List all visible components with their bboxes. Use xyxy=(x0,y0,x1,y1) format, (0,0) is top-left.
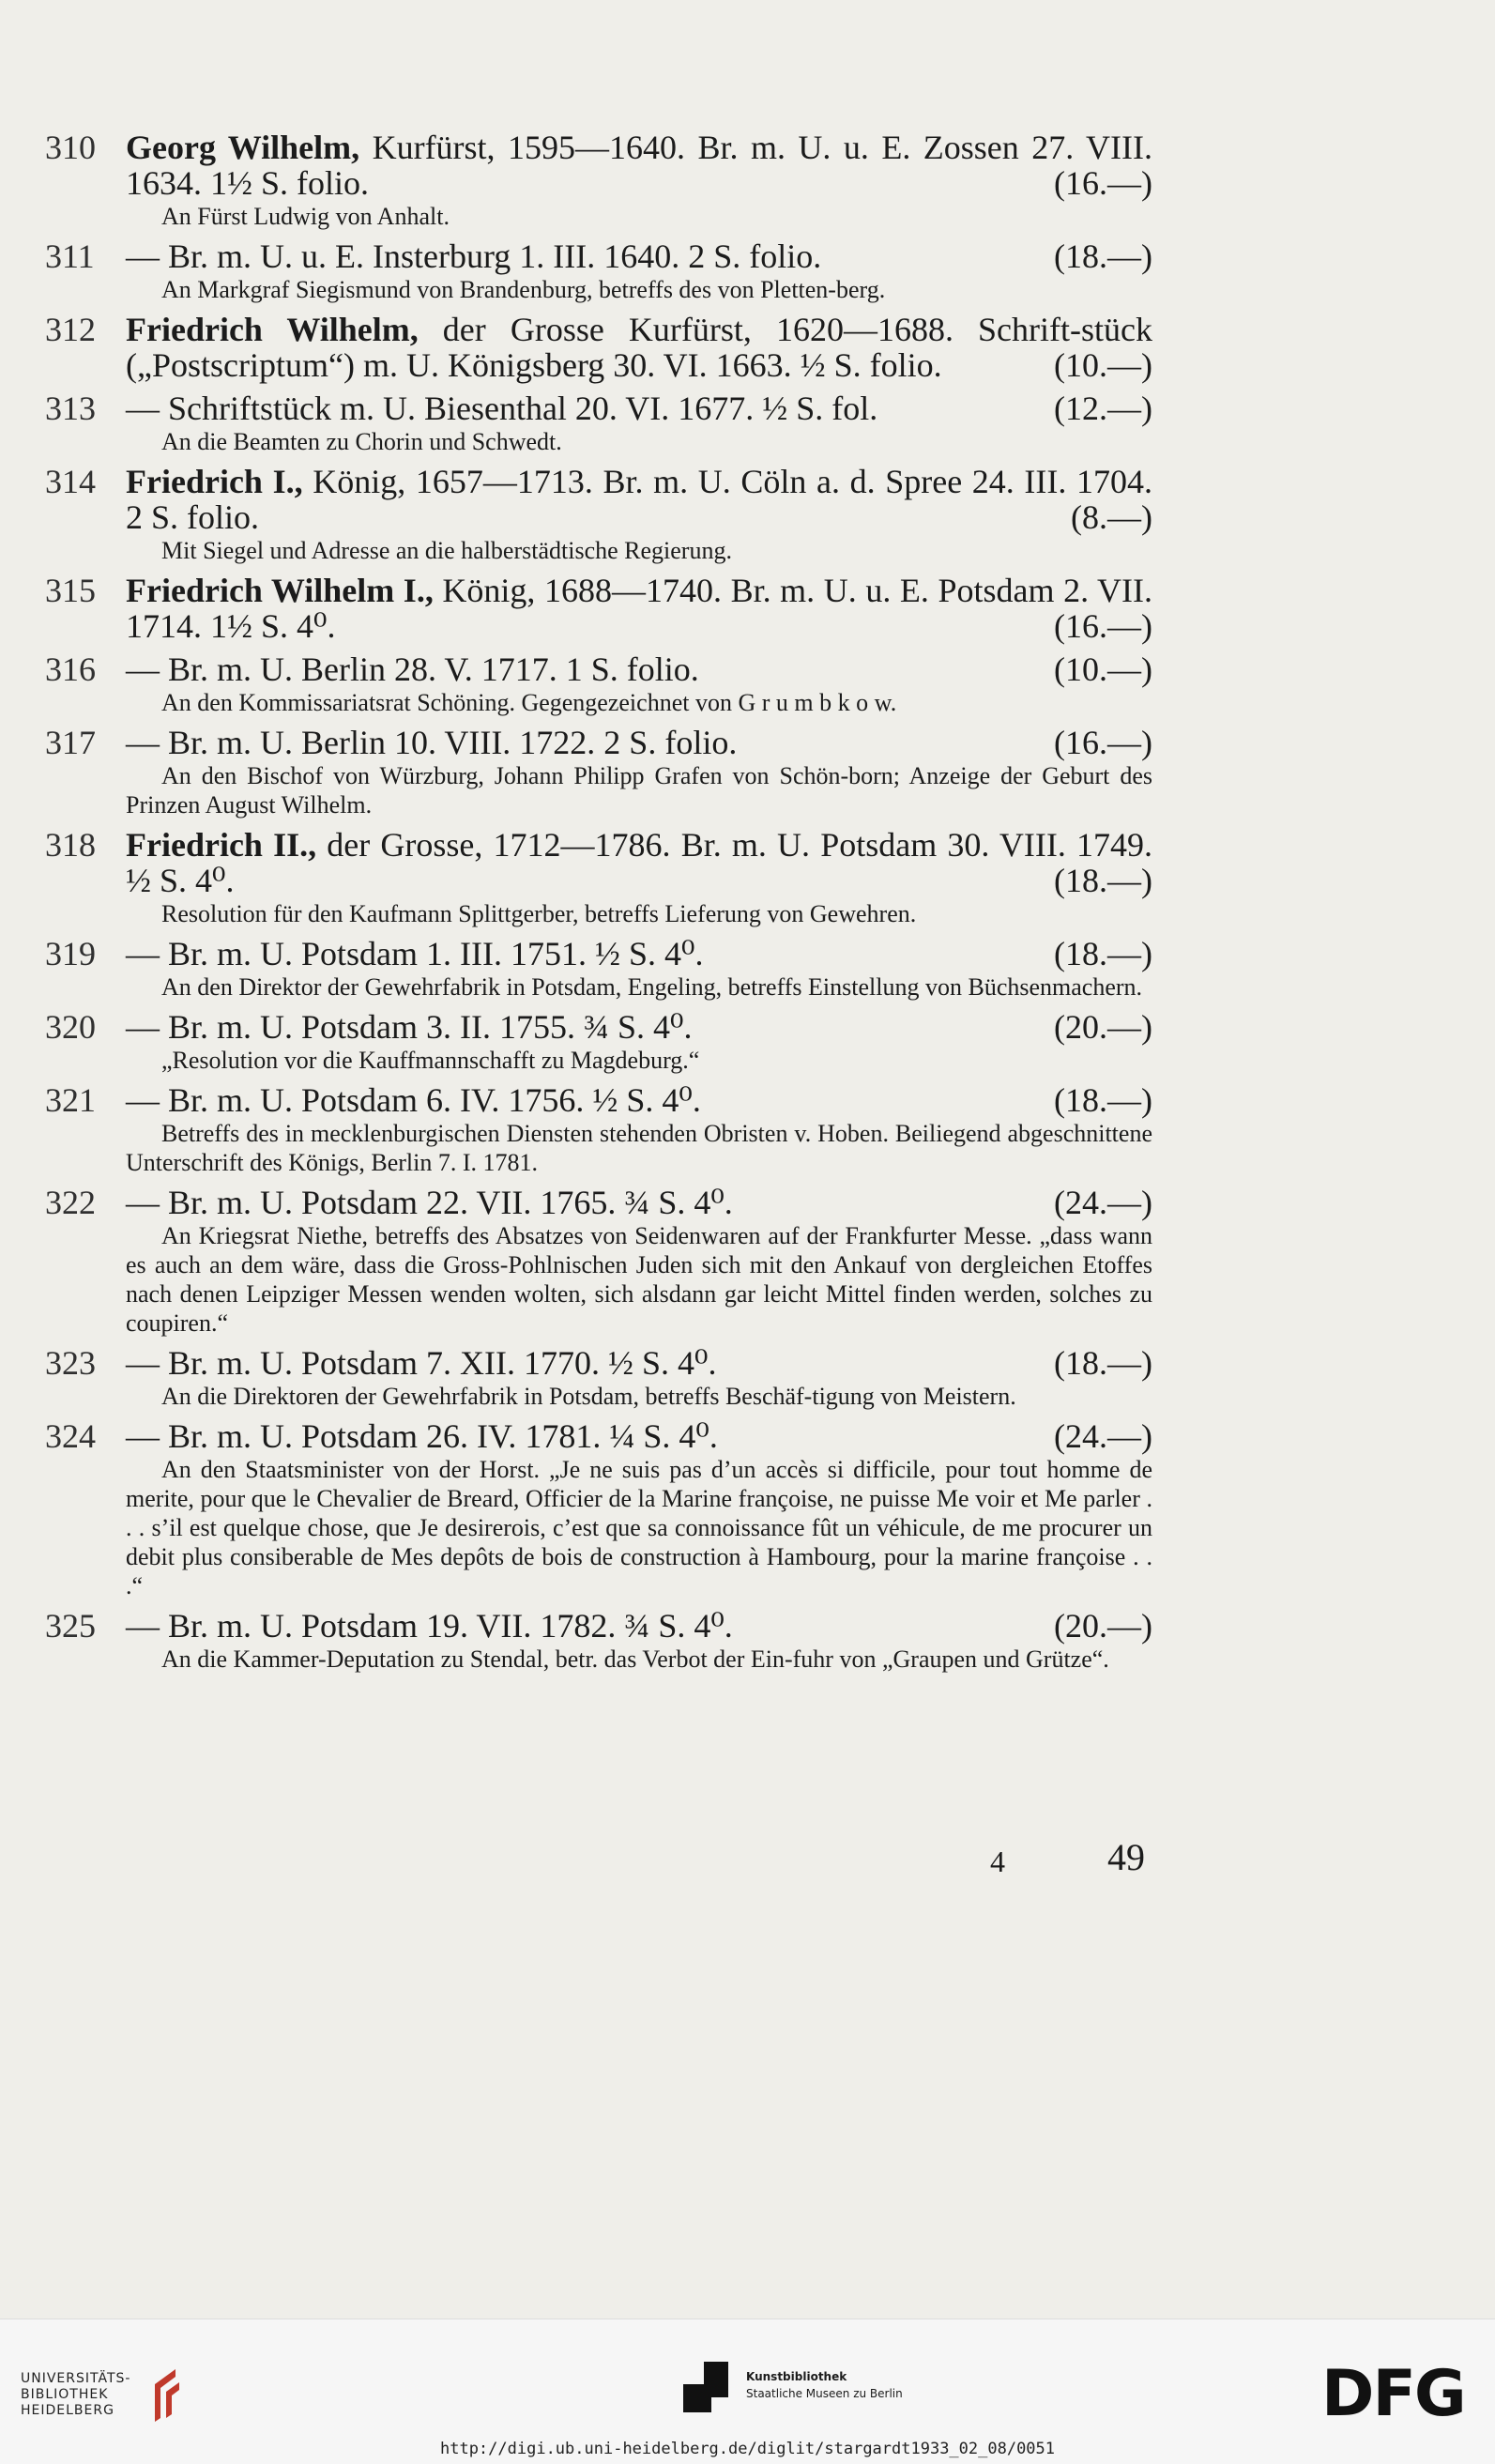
entry-number: 325 xyxy=(45,1607,96,1645)
entry-details: — Br. m. U. u. E. Insterburg 1. III. 1640. 2 S. folio. xyxy=(126,237,822,275)
entry-description xyxy=(126,130,1152,201)
entry-number: 324 xyxy=(45,1417,96,1455)
entry-price: (18.—) xyxy=(1054,237,1152,275)
entry-description xyxy=(126,651,1152,687)
uni-logo-line3: HEIDELBERG xyxy=(21,2403,114,2418)
catalog-entry xyxy=(45,1608,1152,1674)
kunstbibliothek-logo-icon xyxy=(683,2362,740,2418)
entry-details: der Grosse Kurfürst, 1620—1688. Schrift-stück („Postscriptum“) m. U. Königsberg 30. VI. 1663. ½ S. folio. xyxy=(126,311,1152,384)
entry-price: (10.—) xyxy=(1054,346,1152,384)
entry-author: Georg Wilhelm, xyxy=(126,129,360,166)
entry-price: (18.—) xyxy=(1054,1344,1152,1382)
entry-price: (10.—) xyxy=(1054,650,1152,688)
entry-author: Friedrich Wilhelm I., xyxy=(126,572,434,609)
uni-logo-line2: BIBLIOTHEK xyxy=(21,2387,109,2402)
entry-details: — Br. m. U. Potsdam 19. VII. 1782. ¾ S. 4⁰. xyxy=(126,1607,733,1645)
heidelberg-library-logo[interactable] xyxy=(21,2371,130,2419)
entry-description xyxy=(126,1608,1152,1644)
catalog-entry xyxy=(45,1009,1152,1075)
entry-note: An den Bischof von Würzburg, Johann Philipp Grafen von Schön-born; Anzeige der Geburt des Prinzen August Wilhelm. xyxy=(126,762,1152,819)
entry-description xyxy=(126,464,1152,535)
entry-details: — Br. m. U. Berlin 28. V. 1717. 1 S. folio. xyxy=(126,650,699,688)
entry-price: (16.—) xyxy=(1054,607,1152,645)
kunstbibliothek-subtitle: Staatliche Museen zu Berlin xyxy=(746,2387,903,2400)
entry-price: (24.—) xyxy=(1054,1184,1152,1221)
catalog-entry xyxy=(45,725,1152,819)
uni-logo-line1: UNIVERSITÄTS- xyxy=(21,2371,131,2386)
entry-details: — Schriftstück m. U. Biesenthal 20. VI. 1677. ½ S. fol. xyxy=(126,390,878,427)
catalog-entry xyxy=(45,573,1152,644)
entry-details: — Br. m. U. Potsdam 6. IV. 1756. ½ S. 4⁰. xyxy=(126,1081,701,1119)
entry-price: (20.—) xyxy=(1054,1607,1152,1645)
entry-number: 323 xyxy=(45,1344,96,1382)
entry-details: — Br. m. U. Berlin 10. VIII. 1722. 2 S. folio. xyxy=(126,724,738,761)
entry-description xyxy=(126,725,1152,760)
entry-note: Betreffs des in mecklenburgischen Diensten stehenden Obristen v. Hoben. Beiliegend abgeschnittene Unterschrift des Königs, Berlin 7. I. 1781. xyxy=(126,1120,1152,1176)
entry-details: — Br. m. U. Potsdam 7. XII. 1770. ½ S. 4⁰. xyxy=(126,1344,717,1382)
entry-details: König, 1688—1740. Br. m. U. u. E. Potsdam 2. VII. 1714. 1½ S. 4⁰. xyxy=(126,572,1153,645)
entry-price: (16.—) xyxy=(1054,724,1152,761)
entry-details: — Br. m. U. Potsdam 22. VII. 1765. ¾ S. 4⁰. xyxy=(126,1184,733,1221)
catalog-entry xyxy=(45,1345,1152,1411)
entry-note: An die Kammer-Deputation zu Stendal, betr. das Verbot der Ein-fuhr von „Graupen und Grütze“. xyxy=(161,1645,1109,1673)
catalog-entry xyxy=(45,1418,1152,1600)
entry-description xyxy=(126,827,1152,898)
entry-number: 321 xyxy=(45,1081,96,1119)
entry-description xyxy=(126,390,1152,426)
entry-note: An den Kommissariatsrat Schöning. Gegengezeichnet von G r u m b k o w. xyxy=(161,689,897,716)
entry-details: — Br. m. U. Potsdam 26. IV. 1781. ¼ S. 4⁰. xyxy=(126,1417,718,1455)
catalog-entry xyxy=(45,651,1152,717)
entry-description xyxy=(126,1185,1152,1220)
catalog-entry xyxy=(45,827,1152,928)
entry-number: 313 xyxy=(45,390,96,427)
entry-price: (18.—) xyxy=(1054,935,1152,972)
entry-details: — Br. m. U. Potsdam 1. III. 1751. ½ S. 4⁰. xyxy=(126,935,704,972)
entry-price: (16.—) xyxy=(1054,164,1152,202)
catalog-entry xyxy=(45,1082,1152,1177)
entry-number: 315 xyxy=(45,572,96,609)
entry-note: An den Staatsminister von der Horst. „Je ne suis pas d’un accès si difficile, pour tout homme de merite, pour que le Chevalier de Breard, Officier de la Marine françoise, ne puisse Me voir et Me parler . . . s’il est quelque chose, que Je desirerois, c’est que sa connoissance fût un véhicule, de me procurer un debit plus consiberable de Mes depôts de bois de construction à Hambourg, pour la marine françoise . . .“ xyxy=(126,1456,1152,1599)
entry-price: (18.—) xyxy=(1054,1081,1152,1119)
entry-description xyxy=(126,573,1152,644)
entry-note: An Markgraf Siegismund von Brandenburg, betreffs des von Pletten-berg. xyxy=(161,276,886,303)
entry-note: „Resolution vor die Kauffmannschafft zu Magdeburg.“ xyxy=(161,1047,700,1074)
catalog-entries xyxy=(45,130,1152,1681)
entry-description xyxy=(126,1009,1152,1045)
entry-description xyxy=(126,936,1152,972)
entry-note: An die Direktoren der Gewehrfabrik in Potsdam, betreffs Beschäf-tigung von Meistern. xyxy=(161,1383,1016,1410)
catalog-entry xyxy=(45,390,1152,456)
entry-author: Friedrich II., xyxy=(126,826,317,864)
entry-note: Resolution für den Kaufmann Splittgerber, betreffs Lieferung von Gewehren. xyxy=(161,900,917,927)
printer-signature: 4 xyxy=(990,1844,1005,1878)
entry-description xyxy=(126,238,1152,274)
entry-number: 322 xyxy=(45,1184,96,1221)
entry-price: (18.—) xyxy=(1054,862,1152,899)
entry-details: König, 1657—1713. Br. m. U. Cöln a. d. Spree 24. III. 1704. 2 S. folio. xyxy=(126,463,1153,536)
entry-description xyxy=(126,1345,1152,1381)
entry-note: Mit Siegel und Adresse an die halberstädtische Regierung. xyxy=(161,537,732,564)
catalog-entry xyxy=(45,464,1152,565)
entry-number: 311 xyxy=(45,237,95,275)
entry-details: — Br. m. U. Potsdam 3. II. 1755. ¾ S. 4⁰. xyxy=(126,1008,693,1046)
source-url-link[interactable]: http://digi.ub.uni-heidelberg.de/diglit/stargardt1933_02_08/0051 xyxy=(439,2440,1056,2458)
heidelberg-logo-icon xyxy=(147,2365,185,2424)
entry-author: Friedrich I., xyxy=(126,463,303,500)
catalog-entry xyxy=(45,238,1152,304)
entry-note: An den Direktor der Gewehrfabrik in Potsdam, Engeling, betreffs Einstellung von Büchsenmachern. xyxy=(161,973,1143,1001)
kunstbibliothek-name: Kunstbibliothek xyxy=(746,2370,847,2383)
entry-price: (20.—) xyxy=(1054,1008,1152,1046)
entry-details: Kurfürst, 1595—1640. Br. m. U. u. E. Zossen 27. VIII. 1634. 1½ S. folio. xyxy=(126,129,1153,202)
entry-note: An Fürst Ludwig von Anhalt. xyxy=(161,203,450,230)
entry-price: (12.—) xyxy=(1054,390,1152,427)
entry-number: 310 xyxy=(45,129,96,166)
page-number: 49 xyxy=(1107,1836,1145,1878)
entry-description xyxy=(126,312,1152,383)
entry-number: 316 xyxy=(45,650,96,688)
catalog-entry xyxy=(45,936,1152,1002)
entry-number: 317 xyxy=(45,724,96,761)
entry-price: (8.—) xyxy=(1071,498,1152,536)
kunstbibliothek-logo[interactable] xyxy=(746,2368,903,2402)
entry-author: Friedrich Wilhelm, xyxy=(126,311,419,348)
entry-note: An Kriegsrat Niethe, betreffs des Absatzes von Seidenwaren auf der Frankfurter Messe. „dass wann es auch an dem wäre, dass die Gross-Pohlnischen Juden sich mit den Ankauf von dergleichen Etoffes nach denen Leipziger Messen wenden wolten, sich alsdann gar leicht Mittel finden werden, solches zu coupiren.“ xyxy=(126,1222,1152,1337)
entry-number: 318 xyxy=(45,826,96,864)
entry-number: 314 xyxy=(45,463,96,500)
entry-description xyxy=(126,1418,1152,1454)
entry-note: An die Beamten zu Chorin und Schwedt. xyxy=(161,428,562,455)
catalog-entry xyxy=(45,312,1152,383)
entry-description xyxy=(126,1082,1152,1118)
catalog-entry xyxy=(45,130,1152,231)
catalog-entry xyxy=(45,1185,1152,1338)
dfg-logo[interactable]: DFG xyxy=(1321,2357,1465,2431)
entry-price: (24.—) xyxy=(1054,1417,1152,1455)
entry-number: 312 xyxy=(45,311,96,348)
entry-number: 320 xyxy=(45,1008,96,1046)
digitization-footer xyxy=(0,2319,1495,2464)
entry-number: 319 xyxy=(45,935,96,972)
entry-details: der Grosse, 1712—1786. Br. m. U. Potsdam 30. VIII. 1749. ½ S. 4⁰. xyxy=(126,826,1152,899)
